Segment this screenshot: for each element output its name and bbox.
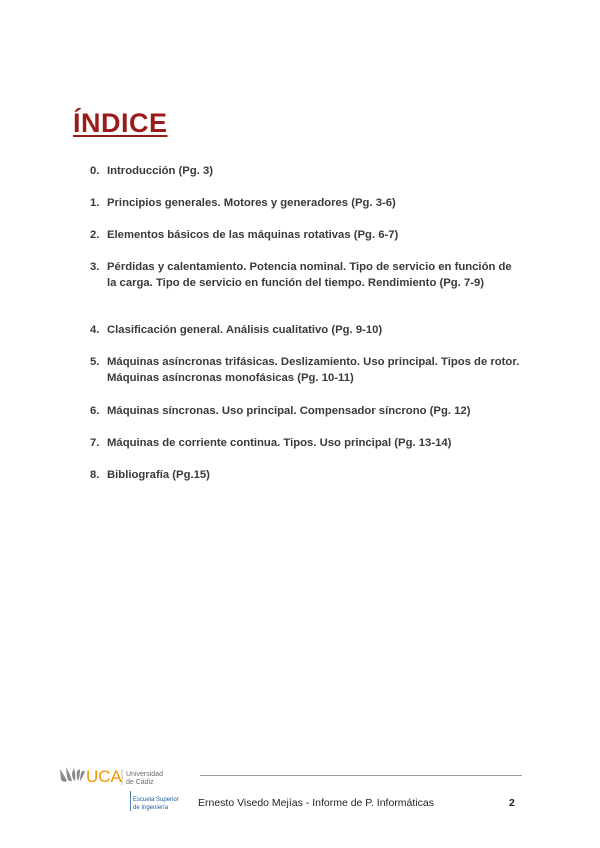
toc-item-7 [90, 436, 522, 452]
toc-item-number: 3. [90, 261, 100, 273]
school-name-line2: de Ingeniería [133, 805, 169, 811]
toc-item-3 [90, 260, 522, 291]
crest-icon [60, 767, 85, 782]
toc-item-text: Bibliografía (Pg.15) [107, 469, 210, 481]
toc-item-number: 1. [90, 197, 100, 209]
toc-item-text: Elementos básicos de las máquinas rotativas (Pg. 6-7) [107, 229, 399, 241]
page-number: 2 [509, 797, 515, 809]
toc-item-number: 0. [90, 165, 100, 177]
toc-item-5 [90, 355, 522, 386]
toc-item-text: Máquinas de corriente continua. Tipos. Uso principal (Pg. 13-14) [107, 437, 452, 449]
toc-item-6 [90, 404, 522, 420]
toc-item-text: Clasificación general. Análisis cualitativo (Pg. 9-10) [107, 324, 383, 336]
page-title: ÍNDICE [73, 108, 168, 138]
toc-item-number: 7. [90, 437, 100, 449]
logo-text: UCA [86, 767, 122, 786]
toc-item-number: 2. [90, 229, 100, 241]
university-name-line1: Universidad [126, 771, 163, 778]
toc-item-text: Máquinas asíncronas trifásicas. Deslizamiento. Uso principal. Tipos de rotor. Máquinas asíncronas monofásicas (Pg. 10-11) [107, 356, 520, 384]
toc-item-8 [90, 468, 522, 484]
toc-item-4 [90, 323, 522, 339]
toc-item-text: Pérdidas y calentamiento. Potencia nominal. Tipo de servicio en función de la carga. Tipo de servicio en función del tiempo. Rendimiento (Pg. 7-9) [107, 261, 512, 289]
school-name-line1: Escuela Superior [133, 797, 179, 803]
toc-item-number: 4. [90, 324, 100, 336]
toc-item-text: Introducción (Pg. 3) [107, 165, 214, 177]
footer-divider [200, 775, 522, 776]
toc-item-text: Máquinas síncronas. Uso principal. Compensador síncrono (Pg. 12) [107, 405, 471, 417]
university-logo [58, 765, 198, 815]
toc-item-number: 8. [90, 469, 100, 481]
footer-author: Ernesto Visedo Mejías - Informe de P. Informáticas [198, 797, 434, 809]
toc-item-number: 6. [90, 405, 100, 417]
toc-item-1 [90, 196, 522, 212]
university-name-line2: de Cádiz [126, 779, 154, 786]
toc-item-number: 5. [90, 356, 100, 368]
toc-item-2 [90, 228, 522, 244]
toc-item-0 [90, 164, 522, 180]
toc-item-text: Principios generales. Motores y generadores (Pg. 3-6) [107, 197, 396, 209]
